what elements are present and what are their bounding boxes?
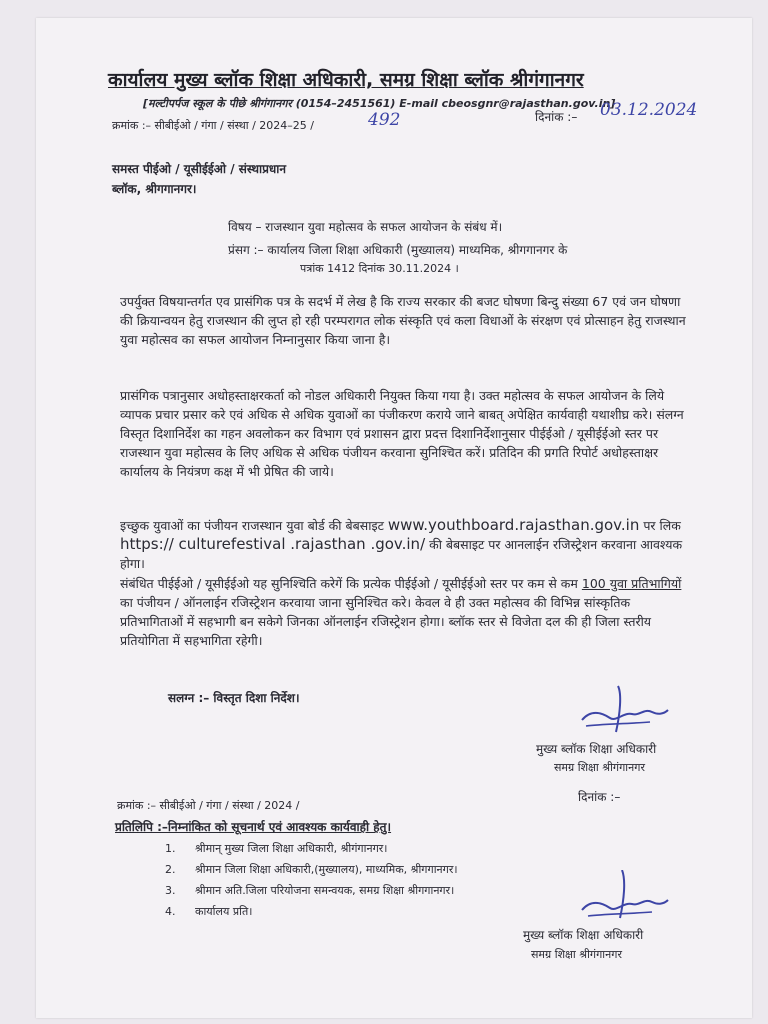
- enclosure-line: सलग्न :– विस्तृत दिशा निर्देश।: [168, 691, 300, 705]
- registration-text-end: की बेबसाइट पर आनलाईन रजिस्ट्रेशन करवाना आवश्यक होगा।: [120, 537, 683, 571]
- copy-reference-number: क्रमांक :– सीबीईओ / गंगा / संस्था / 2024 /: [117, 799, 300, 812]
- office-title: कार्यालय मुख्य ब्लॉक शिक्षा अधिकारी, समग्र शिक्षा ब्लॉक श्रीगंगानगर: [108, 69, 584, 91]
- signature-1: [580, 684, 670, 744]
- signature-2-designation: मुख्य ब्लॉक शिक्षा अधिकारी: [523, 928, 644, 942]
- participants-text-end: का पंजीयन / ऑनलाईन रजिस्ट्रेशन करवाया जाना सुनिश्चित करे। केवल वे ही उक्त महोत्सव की विभिन्न सांस्कृतिक प्रतिभागिताओं में सहभागी बन सकेगे जिनका ऑनलाईन रजिस्ट्रेशन होगा। ब्लॉक स्तर से विजेता दल की ही जिला स्तरीय प्रतियोगिता में सहभागिता रहेगी।: [120, 595, 652, 648]
- reference-line: प्रंसग :– कार्यालय जिला शिक्षा अधिकारी (मुख्यालय) माध्यमिक, श्रीगगानगर के: [228, 243, 568, 257]
- handwritten-date: 03.12.2024: [600, 100, 698, 120]
- culturefestival-link[interactable]: https:// culturefestival .rajasthan .gov.in/: [120, 535, 426, 553]
- office-address: [मल्टीपर्पज स्कूल के पीछे श्रीगंगानगर (0154–2451561) E-mail cbeosgnr@rajasthan.gov.in]: [143, 97, 616, 110]
- list-item: 2. श्रीमान जिला शिक्षा अधिकारी,(मुख्यालय), माध्यमिक, श्रीगगानगर।: [165, 863, 458, 876]
- reference-number: क्रमांक :– सीबीईओ / गंगा / संस्था / 2024–25 /: [112, 119, 314, 132]
- signature-2: [580, 870, 670, 930]
- signature-2-office: समग्र शिक्षा श्रीगंगानगर: [531, 948, 622, 961]
- list-item: 4. कार्यालय प्रति।: [165, 905, 253, 918]
- subject-line: विषय – राजस्थान युवा महोत्सव के सफल आयोजन के संबंध में।: [228, 220, 503, 234]
- reference-letter-number: पत्रांक 1412 दिनांक 30.11.2024 ।: [300, 262, 459, 275]
- copy-heading: प्रतिलिपि :–निम्नांकित को सूचनार्थ एवं आवश्यक कार्यवाही हेतु।: [115, 820, 392, 834]
- copy-recipient-list: [165, 838, 458, 922]
- list-item: 3. श्रीमान अति.जिला परियोजना समन्वयक, समग्र शिक्षा श्रीगगानगर।: [165, 884, 455, 897]
- signature-1-office: समग्र शिक्षा श्रीगंगानगर: [554, 761, 645, 774]
- paragraph-intro: उपर्युक्त विषयान्तर्गत एव प्रासंगिक पत्र के सदर्भ में लेख है कि राज्य सरकार की बजट घोषणा बिन्दु संख्या 67 एवं जन घोषणा की क्रियान्वयन हेतु राजस्थान की लुप्त हो रही परम्परागत लोक संस्कृति एवं कला विधाओं के संरक्षण एवं प्रोत्साहन हेतु राजस्थान युवा महोत्सव का सफल आयोजन निम्नानुसार किया जाना है।: [120, 294, 686, 347]
- participants-count: 100 युवा प्रतिभागियों: [581, 576, 682, 591]
- registration-text-start: इच्छुक युवाओं का पंजीयन राजस्थान युवा बोर्ड की बेबसाइट: [120, 518, 388, 533]
- signature-1-designation: मुख्य ब्लॉक शिक्षा अधिकारी: [536, 742, 657, 756]
- participants-text-start: संबंधित पीईईओ / यूसीईईओ यह सुनिश्चिति करेगें कि प्रत्येक पीईईओ / यूसीईईओ स्तर पर कम से कम: [120, 576, 582, 591]
- paragraph-participants: [120, 574, 688, 650]
- addressee-block: ब्लॉक, श्रीगगानगर।: [112, 182, 197, 196]
- handwritten-reference-number: 492: [368, 110, 401, 130]
- date-label: दिनांक :–: [535, 110, 578, 124]
- youthboard-link[interactable]: www.youthboard.rajasthan.gov.in: [387, 516, 640, 534]
- registration-text-mid: पर लिक: [639, 518, 681, 533]
- paragraph-nodal-officer: प्रासंगिक पत्रानुसार अधोहस्ताक्षरकर्ता को नोडल अधिकारी नियुक्त किया गया है। उक्त महोत्सव के सफल आयोजन के लिये व्यापक प्रचार प्रसार करे एवं अधिक से अधिक युवाओं का पंजीकरण कराये जाने बाबत् अपेक्षित कार्यवाही यथाशीघ्र करे। संलग्न विस्तृत दिशानिर्देश का गहन अवलोकन कर विभाग एवं प्रशासन द्वारा प्रदत्त दिशानिर्देशानुसार पीईईओ / यूसीईईओ स्तर पर राजस्थान युवा महोत्सव के लिए अधिक से अधिक पंजीयन करवाना सुनिश्चित करें। प्रतिदिन की प्रगति रिपोर्ट अधोहस्ताक्षर कार्यालय के नियंत्रण कक्ष में भी प्रेषित की जाये।: [120, 388, 684, 479]
- list-item: 1. श्रीमान् मुख्य जिला शिक्षा अधिकारी, श्रीगंगानगर।: [165, 842, 388, 855]
- copy-date-label: दिनांक :–: [578, 790, 621, 804]
- addressee-line: समस्त पीईओ / यूसीईईओ / संस्थाप्रधान: [112, 162, 287, 176]
- paragraph-registration: [120, 516, 688, 573]
